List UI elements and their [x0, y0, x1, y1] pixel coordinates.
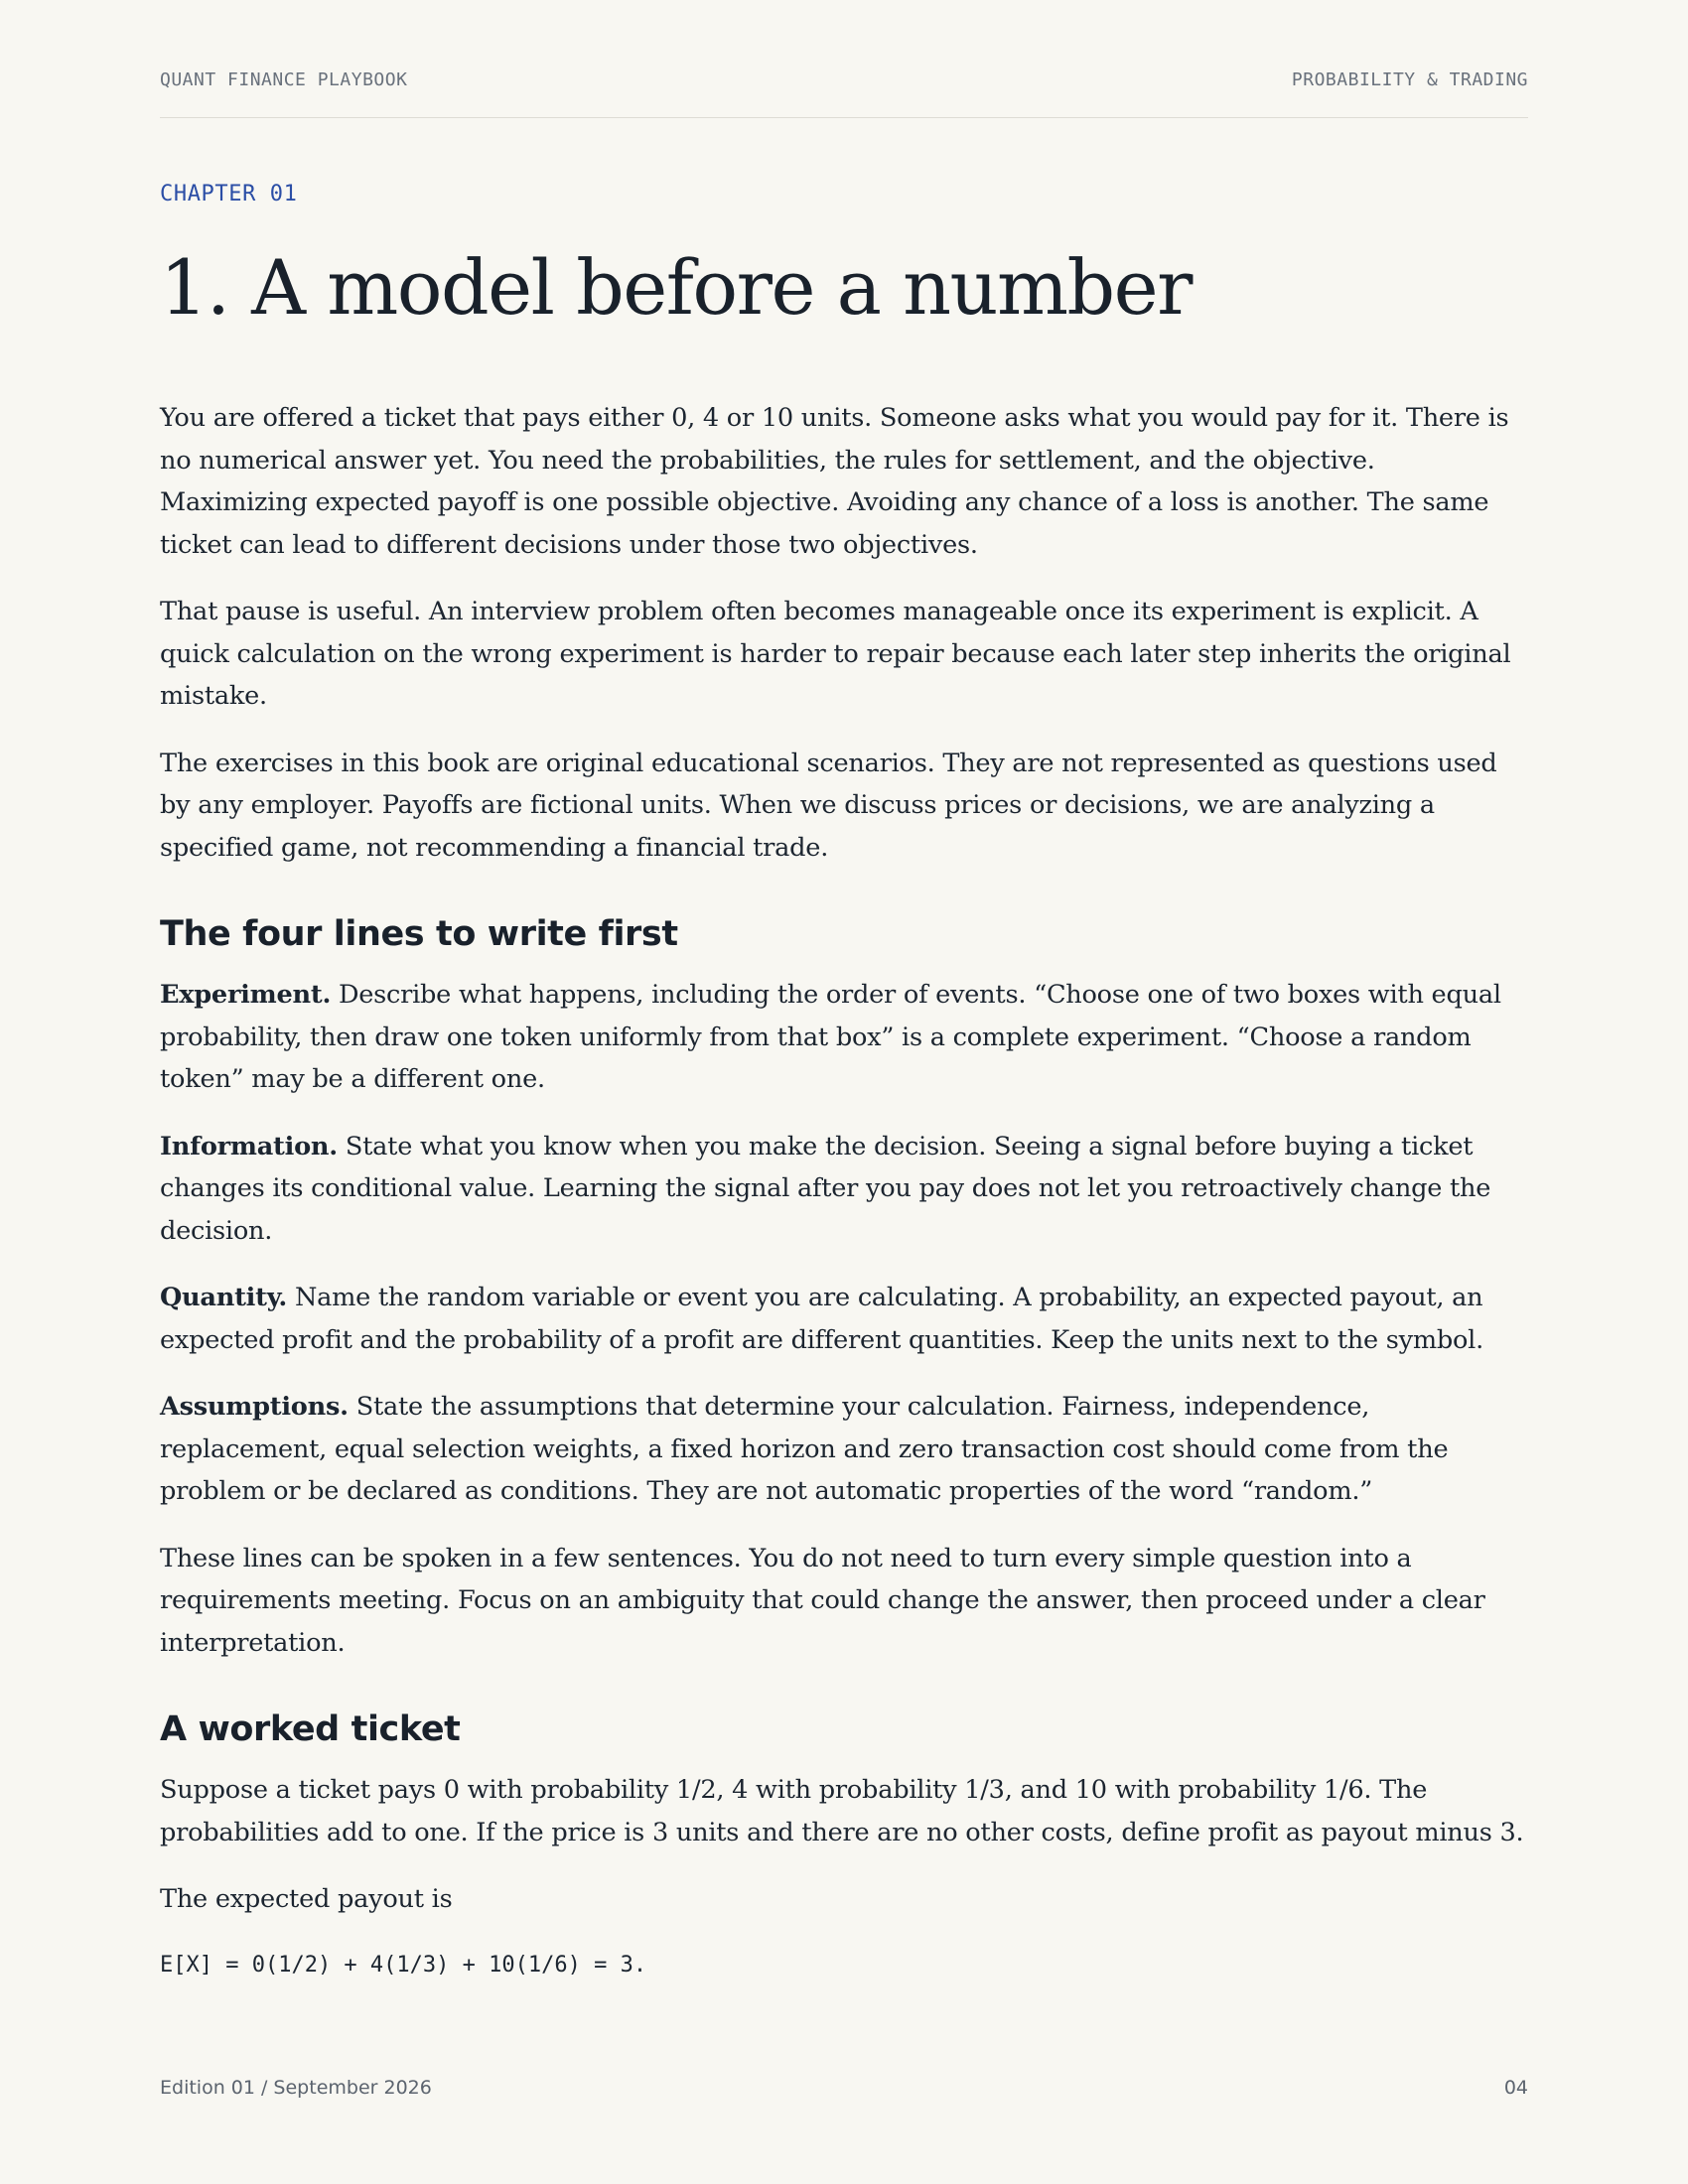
running-header-left: QUANT FINANCE PLAYBOOK [160, 69, 408, 90]
section-closing-paragraph: These lines can be spoken in a few sentences. You do not need to turn every simple question into a requirements meeting. Focus on an ambiguity that could change the answer, then proceed under a clear interpretation. [160, 1543, 1485, 1658]
chapter-body [160, 397, 1528, 1978]
intro-paragraph-3: The exercises in this book are original educational scenarios. They are not represented as questions used by any employer. Payoffs are fictional units. When we discuss prices or decisions, we are analyzing a specified game, not recommending a financial trade. [160, 748, 1497, 863]
definition-assumptions [160, 1386, 1528, 1513]
definition-text: Name the random variable or event you are calculating. A probability, an expected payout, an expected profit and the probability of a profit are different quantities. Keep the units next to the symbol. [160, 1283, 1483, 1355]
expected-payout-lead: The expected payout is [160, 1884, 453, 1914]
term-quantity: Quantity. [160, 1283, 288, 1312]
intro-paragraph-1: You are offered a ticket that pays either 0, 4 or 10 units. Someone asks what you would pay for it. There is no numerical answer yet. You need the probabilities, the rules for settlement, and the objective. Maximizing expected payoff is one possible objective. Avoiding any chance of a loss is another. The same ticket can lead to different decisions under those two objectives. [160, 403, 1509, 560]
page-number: 04 [1503, 2077, 1528, 2099]
worked-ticket-paragraph: Suppose a ticket pays 0 with probability 1/2, 4 with probability 1/3, and 10 with probability 1/6. The probabilities add to one. If the price is 3 units and there are no other costs, define profit as payout minus 3. [160, 1775, 1524, 1847]
header-divider [160, 117, 1528, 118]
definition-text: Describe what happens, including the order of events. “Choose one of two boxes with equal probability, then draw one token uniformly from that box” is a complete experiment. “Choose a random token” may be a different one. [160, 980, 1501, 1094]
section-heading-four-lines: The four lines to write first [160, 914, 678, 954]
definition-quantity [160, 1277, 1528, 1361]
intro-paragraph-2: That pause is useful. An interview problem often becomes manageable once its experiment is explicit. A quick calculation on the wrong experiment is harder to repair because each later step inherits the original mistake. [160, 597, 1511, 711]
running-header-right: PROBABILITY & TRADING [1291, 69, 1528, 90]
chapter-title: 1. A model before a number [160, 243, 1192, 332]
expected-value-formula: E[X] = 0(1/2) + 4(1/3) + 10(1/6) = 3. [160, 1952, 647, 1978]
document-page [160, 0, 1528, 2184]
term-assumptions: Assumptions. [160, 1392, 349, 1422]
edition-label: Edition 01 / September 2026 [160, 2077, 432, 2099]
running-header [160, 69, 1528, 90]
page-footer [160, 2077, 1528, 2099]
chapter-label: CHAPTER 01 [160, 182, 298, 206]
term-experiment: Experiment. [160, 980, 332, 1010]
definition-experiment [160, 974, 1528, 1101]
term-information: Information. [160, 1131, 338, 1161]
section-heading-worked-ticket: A worked ticket [160, 1709, 461, 1749]
definition-text: State what you know when you make the decision. Seeing a signal before buying a ticket changes its conditional value. Learning the signal after you pay does not let you retroactively change the decision. [160, 1131, 1491, 1246]
definition-text: State the assumptions that determine your calculation. Fairness, independence, replacement, equal selection weights, a fixed horizon and zero transaction cost should come from the problem or be declared as conditions. They are not automatic properties of the word “random.” [160, 1392, 1449, 1506]
definition-information [160, 1126, 1528, 1253]
